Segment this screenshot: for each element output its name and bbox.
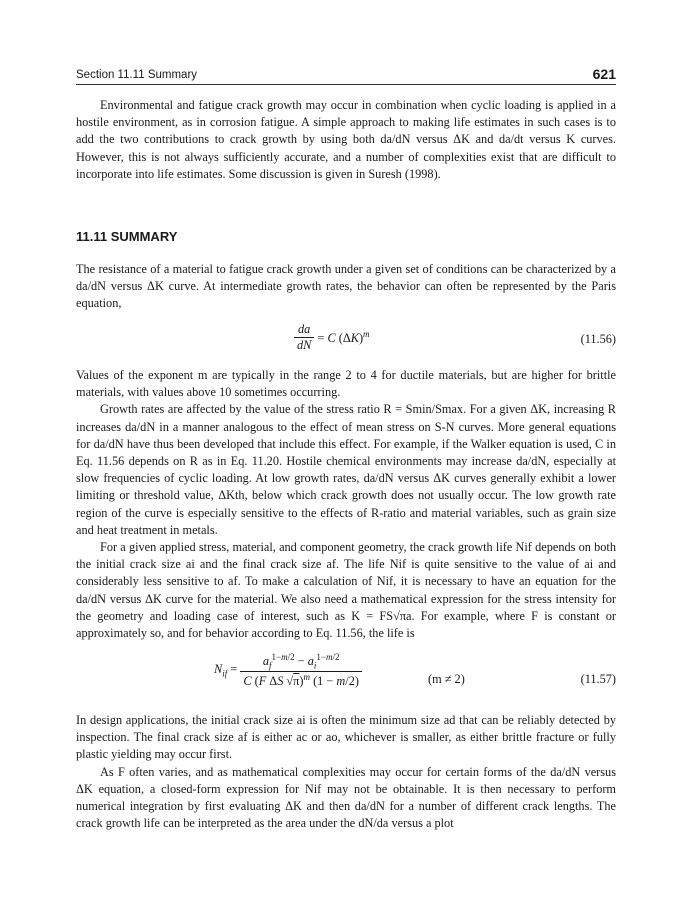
running-header	[76, 64, 616, 84]
paragraph-block-2	[76, 261, 616, 313]
page-number: 621	[592, 66, 616, 82]
paragraph-corrosion-fatigue: Environmental and fatigue crack growth may occur in combination when cyclic loading is applied in a hostile environment, as in corrosion fatigue. A simple approach to making life estimates in such cases is to add the two contributions to crack growth by using both da/dN versus ΔK and da/dt versus K curves. However, this is not always sufficiently accurate, and a number of complexities exist that are difficult to incorporate into life estimates. Some discussion is given in Suresh (1998).	[76, 98, 616, 181]
equation-number-11-56: (11.56)	[580, 332, 616, 346]
paragraph-numerical-integration: As F often varies, and as mathematical complexities may occur for certain forms of the da/dN versus ΔK equation, a closed-form expression for Nif may not be obtainable. It is then necessary to perform numerical integration by first evaluating ΔK and then da/dN for a number of different crack lengths. The crack growth life can be interpreted as the area under the dN/da versus a plot	[76, 764, 616, 831]
paragraph-stress-ratio: Growth rates are affected by the value of the stress ratio R = Smin/Smax. For a given ΔK, increasing R increases da/dN in a manner analogous to the effect of mean stress on S-N curves. More general equations for da/dN have thus been developed that include this effect. For example, if the Walker equation is used, C in Eq. 11.56 depends on R as in Eq. 11.20. Hostile chemical environments may increase da/dN, especially at slow frequencies of cyclic loading. At low growth rates, da/dN versus ΔK curves generally exhibit a lower limiting or threshold value, ΔKth, below which crack growth does not usually occur. The low growth rate region of the curve is especially sensitive to the effects of R-ratio and material variables, such as grain size and heat treatment in metals.	[76, 402, 616, 537]
equation-number-11-57: (11.57)	[580, 672, 616, 686]
paragraph-exponent: Values of the exponent m are typically in the range 2 to 4 for ductile materials, but are higher for brittle materials, with values above 10 sometimes occurring.	[76, 368, 616, 400]
section-heading: 11.11 SUMMARY	[76, 229, 178, 244]
section-title: Section 11.11 Summary	[76, 69, 198, 81]
life-formula: $N_{if}$ = $\frac{a_f^{1-m/2} - a_i^{1-m/2}}{C (F \Delta S √\pi)^m (1 - m/2)}$	[214, 652, 362, 689]
paragraph-block-1	[76, 97, 616, 183]
equation-condition: (m ≠ 2)	[428, 672, 465, 686]
paragraph-paris-intro: The resistance of a material to fatigue crack growth under a given set of conditions can be characterized by a da/dN versus ΔK curve. At intermediate growth rates, the behavior can often be represented by the Paris equation,	[76, 262, 616, 311]
paragraph-block-3	[76, 367, 616, 642]
paris-formula: $\frac{da}{dN}$ = C $(\Delta K)^m$	[294, 322, 370, 353]
header-rule	[76, 84, 616, 85]
paragraph-design-applications: In design applications, the initial crack size ai is often the minimum size ad that can be reliably detected by inspection. The final crack size af is either ac or ao, whichever is smaller, as either brittle fracture or fully plastic yielding may occur first.	[76, 713, 616, 762]
paragraph-block-4	[76, 712, 616, 832]
paragraph-crack-life: For a given applied stress, material, and component geometry, the crack growth life Nif depends on both the initial crack size ai and the final crack size af. The life Nif is quite sensitive to the value of ai and considerably less sensitive to af. To make a calculation of Nif, it is necessary to have an equation for the da/dN versus ΔK curve for the material. We also need a mathematical expression for the stress intensity for the geometry and loading case of interest, such as K = FS√πa. For example, where F is constant or approximately so, and for behavior according to Eq. 11.56, the life is	[76, 540, 616, 641]
